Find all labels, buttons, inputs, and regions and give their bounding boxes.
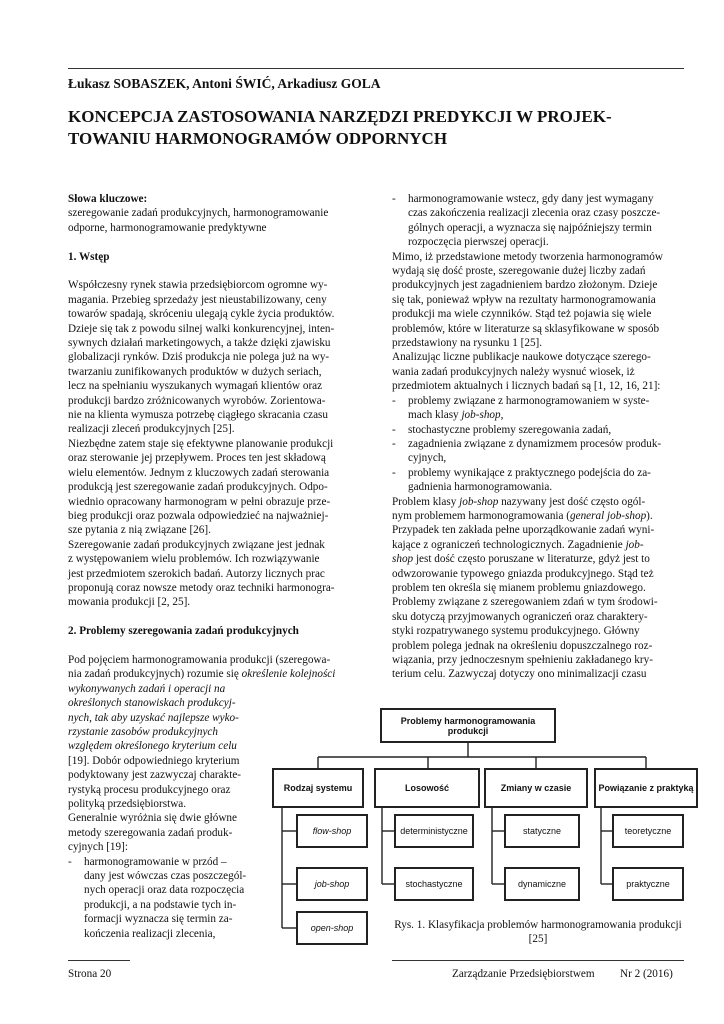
text-line: proponują coraz nowsze metody oraz techniki harmonogra- (68, 581, 335, 594)
text-line: nych, tak aby uzyskać najlepsze wyko- (68, 711, 239, 724)
text-line: się tak, ponieważ wpływ na rezultaty harmonogramowania (392, 293, 656, 306)
text-span: nazywany jest dość często ogól- (498, 495, 646, 508)
text-line: problemy wynikające z praktycznego podejścia do za- (408, 466, 651, 479)
text-line: rystyką procesu produkcyjnego oraz (68, 783, 231, 796)
text-span: kające z ograniczeń technologicznych. Zagadnienie (392, 538, 626, 551)
text-line: wiednio opracowany harmonogram w pełni obrazuje prze- (68, 495, 331, 508)
journal-name: Zarządzanie Przedsiębiorstwem (452, 968, 595, 980)
diagram-leaf-node: job-shop (296, 867, 368, 901)
text-line: sze pytania z nią związane [26]. (68, 524, 211, 537)
keywords-heading: Słowa kluczowe: (68, 193, 148, 205)
list-item: - zagadnienia związane z dynamizmem procesów produk- cyjnych, (392, 437, 684, 466)
text-line: Analizując liczne publikacje naukowe dotyczące szerego- (392, 351, 651, 364)
text-line: rozpoczęcia pierwszej operacji. (408, 236, 549, 249)
text-line: problem polega jednak na określeniu dopuszczalnego roz- (392, 639, 653, 652)
text-line: lecz na spełnianiu wyszukanych wymagań klientów oraz (68, 380, 323, 393)
text-line: cyjnych, (408, 452, 447, 465)
diagram-leaf-node: praktyczne (612, 867, 684, 901)
list-item: - harmonogramowanie wstecz, gdy dany jest wymagany czas zakończenia realizacji zlecenia oraz czasy poszcze- gólnych operacji, a wyznacza się najpóźniejszy termin rozpoczęcia pierwszej operacji. (392, 192, 684, 250)
italic-span: określenie kolejności (241, 668, 336, 681)
text-span: ). (646, 509, 653, 522)
text-line: problemów, które w literaturze są sklasyfikowane w sposób (392, 322, 660, 335)
issue-number: Nr 2 (2016) (620, 968, 673, 980)
text-span: nia zadań produkcyjnych) rozumie się (68, 668, 242, 681)
text-line: gólnych operacji, a wyznacza się najpóźniejszy termin (408, 221, 652, 234)
text-line: nych operacji oraz data rozpoczęcia (84, 884, 245, 897)
text-line: formacji wyznacza się termin za- (84, 913, 233, 926)
italic-span: job-shop (461, 409, 501, 422)
page-number: Strona 20 (68, 968, 112, 980)
text-line: polityką przedsiębiorstwa. (68, 798, 187, 810)
title-line: KONCEPCJA ZASTOSOWANIA NARZĘDZI PREDYKCJI W PROJEK- (68, 107, 612, 126)
text-span: Problem klasy (392, 495, 460, 508)
list-item: - problemy wynikające z praktycznego podejścia do za- gadnienia harmonogramowania. (392, 466, 684, 495)
text-line: styki rozpatrywanego systemu produkcyjnego. Główny (392, 625, 640, 638)
text-line: Dzieje się tak z powodu silnej walki konkurencyjnej, inten- (68, 322, 335, 335)
text-line: globalizacji rynków. Dziś produkcja nie polega już na wy- (68, 351, 330, 364)
text-line: Pod pojęciem harmonogramowania produkcji (szeregowa- (68, 653, 331, 666)
footer-rule-right (392, 960, 684, 961)
text-line: Niezbędne zatem staje się efektywne planowanie produkcji (68, 437, 334, 450)
text-line: sku dotyczą przyjmowanych ograniczeń oraz charaktery- (392, 610, 648, 623)
text-line: produkcyjnych jest zagadnieniem bardzo złożonym. Dzieje (392, 279, 658, 292)
diagram-leaf-node: dynamiczne (504, 867, 580, 901)
text-line: czas zakończenia realizacji zlecenia oraz czasy poszcze- (408, 207, 661, 220)
list-item: - stochastyczne problemy szeregowania zadań, (392, 423, 684, 437)
text-line: magania. Przebieg sprzedaży jest nieustabilizowany, ceny (68, 293, 327, 306)
italic-span: job-shop (459, 495, 499, 508)
diagram-category-node: Zmiany w czasie (484, 768, 588, 808)
text-line: określonych stanowiskach produkcyj- (68, 697, 236, 710)
text-span: jest dość często poruszane w literaturze, gdyż jest to (413, 553, 650, 566)
diagram-category-node: Rodzaj systemu (272, 768, 364, 808)
text-line: wania zadań produkcyjnych należy wysnuć wiosek, iż (392, 365, 635, 378)
footer-rule-left (68, 960, 130, 961)
text-line: przedmiotem aktualnych i licznych badań są [1, 12, 16, 21]: (392, 380, 661, 393)
text-line: sywnych działań marketingowych, a także dzięki zjawisku (68, 337, 331, 350)
text-line: Mimo, iż przedstawione metody tworzenia harmonogramów (392, 250, 663, 263)
text-line: kończenia realizacji zlecenia, (84, 927, 216, 940)
text-line: nie na klienta wymusza potrzebę ciągłego skracania czasu (68, 409, 328, 422)
text-line: harmonogramowanie wstecz, gdy dany jest wymagany (408, 193, 654, 205)
text-line: odwzorowanie typowego gniazda produkcyjnego. Stąd też (392, 567, 654, 580)
diagram-leaf-node: statyczne (504, 814, 580, 848)
text-line: harmonogramowanie w przód – (84, 855, 227, 868)
section-heading: 2. Problemy szeregowania zadań produkcyjnych (68, 625, 299, 638)
text-line: Problemy związane z szeregowaniem zdań w tym środowi- (392, 596, 658, 609)
diagram-leaf-node: deterministyczne (394, 814, 474, 848)
figure-caption: Rys. 1. Klasyfikacja problemów harmonogramowania produkcji [25] (394, 919, 682, 945)
authors: Łukasz SOBASZEK, Antoni ŚWIĆ, Arkadiusz GOLA (68, 76, 381, 91)
text-line: względem określonego kryterium celu (68, 740, 237, 753)
text-line: dany jest wówczas czas poszczegól- (84, 870, 247, 883)
text-line: Przypadek ten zakłada pełne uporządkowanie zadań wyni- (392, 524, 655, 537)
text-line: produkcji ma wiele czynników. Stąd też pojawia się wiele (392, 308, 652, 321)
text-line: Generalnie wyróżnia się dwie główne (68, 812, 237, 825)
text-line: realizacji zleceń produkcyjnych [25]. (68, 423, 235, 436)
text-span: mach klasy (408, 409, 462, 422)
text-line: bieg produkcji oraz pozwala odpowiedzieć na najważniej- (68, 509, 329, 522)
text-line: gadnienia harmonogramowania. (408, 481, 553, 494)
title-line: TOWANIU HARMONOGRAMÓW ODPORNYCH (68, 129, 448, 148)
text-line: produkcją jest szeregowanie zadań produkcyjnych. Odpo- (68, 481, 328, 494)
text-line: terium celu. Zazwyczaj dotyczy ono minimalizacji czasu (392, 668, 647, 681)
text-line: przedstawiony na rysunku 1 [25]. (392, 337, 543, 350)
italic-span: job- (625, 538, 644, 551)
text-span: , (500, 409, 504, 422)
text-line: problem ten określa się mianem problemu gniazdowego. (392, 581, 646, 594)
diagram-category-node: Losowość (374, 768, 480, 808)
italic-span: general job-shop (570, 509, 647, 522)
diagram-leaf-node: teoretyczne (612, 814, 684, 848)
text-line: Współczesny rynek stawia przedsiębiorcom ogromne wy- (68, 279, 328, 292)
text-line: cyjnych [19]: (68, 841, 128, 854)
section-heading: 1. Wstęp (68, 250, 110, 263)
keywords-line: szeregowanie zadań produkcyjnych, harmonogramowanie (68, 207, 329, 220)
diagram-leaf-node: open-shop (296, 911, 368, 945)
keywords-line: odporne, harmonogramowanie predyktywne (68, 221, 267, 234)
text-line: problemy związane z harmonogramowaniem w syste- (408, 394, 650, 407)
text-line: produkcji bardzo zróżnicowanych wyrobów. Zorientowa- (68, 394, 326, 407)
italic-span: shop (392, 553, 414, 566)
text-line: twarzaniu zunifikowanych produktów w dużych seriach, (68, 365, 322, 378)
text-line: jest przedmiotem szerokich badań. Autorzy licznych prac (68, 567, 325, 580)
text-line: wielu elementów. Jednym z kluczowych zadań sterowania (68, 466, 330, 479)
text-span: nym problemem harmonogramowania ( (392, 509, 571, 522)
text-line: metody szeregowania zadań produk- (68, 826, 233, 839)
text-line: zagadnienia związane z dynamizmem procesów produk- (408, 437, 662, 450)
text-line: mowania produkcji [2, 25]. (68, 596, 191, 609)
diagram-leaf-node: stochastyczne (394, 867, 474, 901)
text-line: oraz sterowanie jej przepływem. Proces ten jest składową (68, 452, 326, 465)
text-line: wydają się dość proste, szeregowanie dużej liczby zadań (392, 265, 646, 278)
text-line: produkcji, a na podstawie tych in- (84, 898, 237, 911)
diagram-leaf-node: flow-shop (296, 814, 368, 848)
diagram-category-node: Powiązanie z praktyką (594, 768, 698, 808)
text-line: z występowaniem wielu problemów. Ich rozwiązywanie (68, 553, 320, 566)
text-line: [19]. Dobór odpowiedniego kryterium (68, 754, 240, 767)
diagram-root-node: Problemy harmonogramowania produkcji (380, 708, 556, 743)
text-line: stochastyczne problemy szeregowania zadań, (408, 423, 612, 436)
text-line: podyktowany jest zazwyczaj charakte- (68, 769, 242, 782)
text-line: rzystanie zasobów produkcyjnych (68, 725, 218, 738)
list-item: - harmonogramowanie w przód – dany jest wówczas czas poszczegól- nych operacji oraz data rozpoczęcia produkcji, a na podstawie tych in- formacji wyznacza się termin za- kończenia realizacji zlecenia, (68, 855, 256, 941)
text-line: wykonywanych zadań i operacji na (68, 682, 226, 695)
text-line: towarów spadają, skróceniu ulegają cykle życia produktów. (68, 308, 335, 321)
text-line: Szeregowanie zadań produkcyjnych związane jest jednak (68, 538, 325, 551)
text-line: wiązania, przy jednoczesnym spełnieniu zakładanego kry- (392, 654, 653, 666)
list-item: - problemy związane z harmonogramowaniem w syste- mach klasy job-shop, (392, 394, 684, 423)
